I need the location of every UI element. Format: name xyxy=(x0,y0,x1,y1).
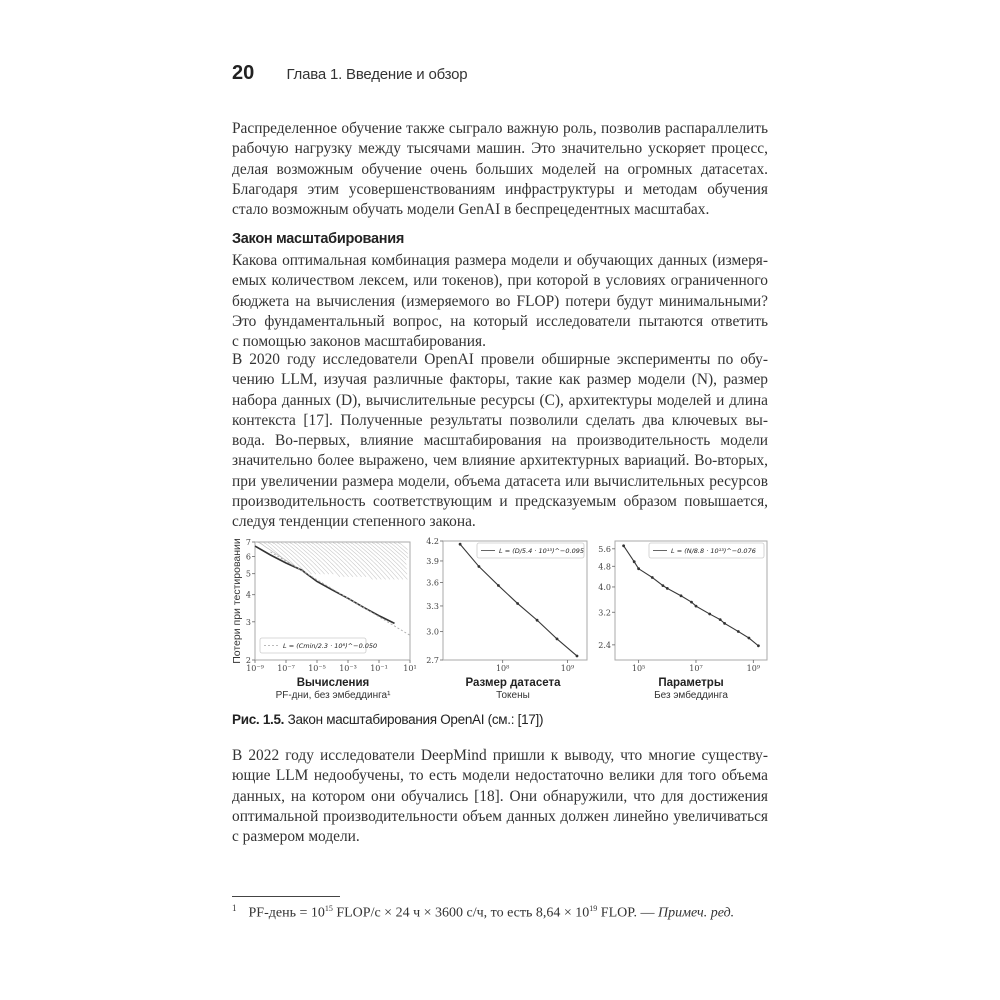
x-axis-label: Вычисления xyxy=(296,677,370,689)
text-line: данных, на котором они обучались [18]. Они обнаружили, что для достижения xyxy=(232,787,768,805)
text-line: стало возможным обучать модели GenAI в беспрецедентных масштабах. xyxy=(232,201,710,219)
y-tick-label: 2.7 xyxy=(426,656,439,665)
y-tick-label: 7 xyxy=(245,538,251,547)
data-point xyxy=(708,613,711,616)
data-point xyxy=(478,565,481,568)
chart-compute xyxy=(231,538,417,701)
y-ticks xyxy=(246,538,255,665)
y-tick-label: 4.8 xyxy=(598,562,611,572)
y-tick-label: 3.6 xyxy=(426,578,439,588)
y-ticks xyxy=(426,537,443,665)
legend-label: L = (N/8.8 · 10¹³)^−0.076 xyxy=(671,547,756,555)
x-tick-label: 10⁻⁹ xyxy=(246,664,264,673)
text-line: В 2020 году исследователи OpenAI провели обширные эксперименты по обу- xyxy=(232,351,768,368)
footnote-text: PF-день = 10 xyxy=(248,905,325,921)
y-tick-label: 4 xyxy=(245,590,251,600)
y-tick-label: 6 xyxy=(245,552,251,562)
text-line: контекста [17]. Полученные результаты позволили сделать два ключевых вы- xyxy=(232,411,768,429)
data-point xyxy=(556,638,559,641)
y-tick-label: 3.2 xyxy=(598,608,611,618)
text-line: бюджета на вычисления (измеряемого во FLOP) потери будут минимальными? xyxy=(232,292,768,310)
text-line: при увеличении размера модели, объема датасета или вычислительных ресурсов xyxy=(232,472,768,490)
text-line: Какова оптимальная комбинация размера модели и обучающих данных (измеря- xyxy=(232,252,768,269)
page-number: 20 xyxy=(232,62,255,84)
footnote-text: FLOP. — xyxy=(597,905,658,921)
text-line: Распределенное обучение также сыграло важную роль, позволив распараллелить xyxy=(232,120,768,137)
x-ticks xyxy=(496,660,575,673)
text-line: значительно более выражено, чем влияние архитектурных вариаций. Во-вторых, xyxy=(232,452,768,470)
footnote-text: FLOP/с × 24 ч × 3600 с/ч, то есть 8,64 × 10 xyxy=(332,905,590,921)
legend-label: L = (D/5.4 · 10¹³)^−0.095 xyxy=(499,547,584,555)
text-line: вода. Во-первых, влияние масштабирования на производительность модели xyxy=(232,432,768,450)
x-tick-label: 10⁻³ xyxy=(339,664,357,673)
chart-dataset-size xyxy=(426,537,587,701)
x-tick-label: 10⁹ xyxy=(746,664,761,673)
x-axis-sublabel: Без эмбеддинга xyxy=(654,690,728,701)
x-axis-sublabel: PF-дни, без эмбеддинга¹ xyxy=(275,690,391,701)
data-point xyxy=(680,594,683,597)
x-tick-label: 10¹ xyxy=(403,664,417,673)
text-line: емых количеством лексем, или токенов), при которой в условиях ограниченного xyxy=(232,272,768,290)
y-tick-label: 4.2 xyxy=(426,537,439,546)
chart-parameters xyxy=(598,541,767,701)
footnote-divider xyxy=(232,896,340,897)
x-tick-label: 10⁸ xyxy=(495,664,510,673)
text-line: чению LLM, изучая различные факторы, такие как размер модели (N), размер xyxy=(232,371,768,389)
data-point xyxy=(719,618,722,621)
chapter-title: Глава 1. Введение и обзор xyxy=(286,66,468,83)
text-line: Это фундаментальный вопрос, на который исследователи пытаются ответить xyxy=(232,312,768,330)
data-point xyxy=(757,644,760,647)
footnote-exponent: 15 xyxy=(324,904,333,913)
y-tick-label: 2 xyxy=(245,656,251,665)
x-ticks xyxy=(632,660,761,673)
data-point xyxy=(723,622,726,625)
data-point xyxy=(695,605,698,608)
data-point xyxy=(666,587,669,590)
x-tick-label: 10⁻⁵ xyxy=(308,664,326,673)
data-point xyxy=(497,584,500,587)
text-line: с размером модели. xyxy=(232,828,360,846)
x-tick-label: 10⁻⁷ xyxy=(277,664,295,673)
x-axis-label: Параметры xyxy=(658,677,724,689)
x-tick-label: 10⁻¹ xyxy=(370,664,388,673)
data-point xyxy=(662,584,665,587)
y-tick-label: 3.9 xyxy=(426,556,439,566)
text-line: набора данных (D), вычислительные ресурсы (C), архитектуры моделей и длина xyxy=(232,391,768,409)
text-line: В 2022 году исследователи DeepMind пришли к выводу, что многие существу- xyxy=(232,747,768,764)
y-tick-label: 4.0 xyxy=(598,582,611,592)
text-line: с помощью законов масштабирования. xyxy=(232,333,486,351)
x-tick-label: 10⁷ xyxy=(689,664,703,673)
text-line: делая возможным обучение очень больших моделей на огромных датасетах. xyxy=(232,160,768,178)
text-line: рабочую нагрузку между тысячами машин. Это значительно ускоряет процесс, xyxy=(232,140,768,158)
footnote-mark: 1 xyxy=(232,903,237,913)
text-line: Благодаря этим усовершенствованиям инфраструктуры и методам обучения xyxy=(232,180,768,198)
editor-note: Примеч. ред. xyxy=(657,905,735,921)
figure-caption xyxy=(232,712,543,727)
data-point xyxy=(748,637,751,640)
footnote xyxy=(232,903,734,922)
text-line: оптимальной производительности объем данных должен линейно увеличиваться xyxy=(232,807,768,825)
y-tick-label: 2.4 xyxy=(598,640,611,650)
text-line: производительность соответствующим и предсказуемым образом повышается, xyxy=(232,493,768,511)
plot-frame xyxy=(615,541,767,660)
x-tick-label: 10⁵ xyxy=(631,664,646,673)
x-tick-label: 10⁹ xyxy=(560,664,575,673)
section-heading: Закон масштабирования xyxy=(232,231,404,247)
y-axis-label: Потери при тестировании xyxy=(231,538,243,664)
data-point xyxy=(637,567,640,570)
figure-caption-text: Закон масштабирования OpenAI (см.: [17]) xyxy=(287,712,544,727)
y-tick-label: 5.6 xyxy=(598,544,611,554)
data-point xyxy=(651,576,654,579)
data-point xyxy=(459,543,462,546)
figure-label: Рис. 1.5. xyxy=(232,712,285,727)
x-axis-sublabel: Токены xyxy=(496,690,530,701)
data-point xyxy=(633,560,636,563)
y-tick-label: 3.0 xyxy=(426,627,439,637)
y-tick-label: 3.3 xyxy=(426,601,439,611)
y-tick-label: 5 xyxy=(245,569,251,579)
data-point xyxy=(690,601,693,604)
data-point xyxy=(622,544,625,547)
y-ticks xyxy=(598,545,615,650)
x-axis-label: Размер датасета xyxy=(465,677,561,689)
data-point xyxy=(536,619,539,622)
data-point xyxy=(516,602,519,605)
paragraph-deepmind-2022 xyxy=(232,746,768,847)
text-line: ющие LLM недообучены, то есть модели недостаточно велики для того объема xyxy=(232,767,768,785)
data-point xyxy=(576,655,579,658)
x-ticks xyxy=(246,660,417,673)
text-line: следуя тенденции степенного закона. xyxy=(232,513,476,531)
y-tick-label: 3 xyxy=(245,617,251,627)
legend-label: L = (Cmin/2.3 · 10⁸)^−0.050 xyxy=(283,642,378,650)
data-point xyxy=(737,630,740,633)
footnote-exponent: 19 xyxy=(589,904,598,913)
